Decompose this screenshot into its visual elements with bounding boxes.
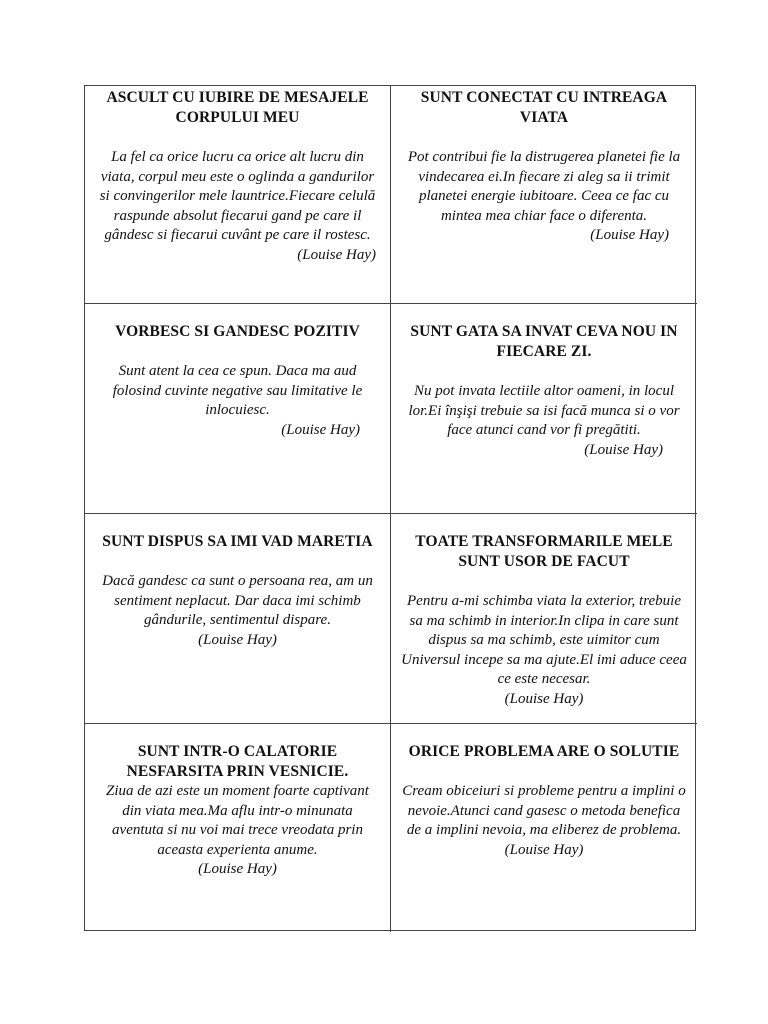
card-title: ASCULT CU IUBIRE DE MESAJELE CORPULUI MEU: [106, 89, 369, 126]
card-title: SUNT CONECTAT CU INTREAGA VIATA: [420, 89, 668, 126]
card-author: (Louise Hay): [504, 690, 584, 707]
card-author: (Louise Hay): [281, 421, 360, 438]
card-body: La fel ca orice lucru ca orice alt lucru din viata, corpul meu este o oglinda a gandurilor si convingerilor mele launtrice.Fiecare celulă raspunde absolut fiecarui gand pe care il gândesc si fiecarui cuvânt pe care il rostesc.: [99, 149, 376, 243]
card-see-greatness: [85, 514, 391, 724]
card-body: Cream obiceiuri si probleme pentru a implini o nevoie.Atunci cand gasesc o metoda benefica de a implini nevoia, ma eliberez de problema.: [402, 783, 686, 838]
card-listen-body: [85, 86, 391, 304]
card-author: (Louise Hay): [590, 227, 669, 243]
card-body: Ziua de azi este un moment foarte captivant din viata mea.Ma aflu intr-o minunata aventuta si nu voi mai trece vreodata prin aceasta experienta anume.: [106, 783, 369, 858]
card-body: Pot contribui fie la distrugerea planetei fie la vindecarea ei.In fiecare zi aleg sa ii trimit planetei energie iubitoare. Ceea ce fac cu mintea mea chiar face o diferenta.: [407, 149, 681, 224]
card-title: SUNT DISPUS SA IMI VAD MARETIA: [102, 533, 373, 550]
card-body: Pentru a-mi schimba viata la exterior, trebuie sa ma schimb in interior.In clipa in care sunt dispus sa ma schimb, este uimitor cum Universul incepe sa ma ajute.El imi aduce ceea ce este necesar.: [401, 593, 687, 687]
card-body: Sunt atent la cea ce spun. Daca ma aud folosind cuvinte negative sau limitative le inlocuiesc.: [112, 363, 363, 418]
card-title: SUNT INTR-O CALATORIE NESFARSITA PRIN VESNICIE.: [126, 743, 349, 780]
card-author: (Louise Hay): [198, 861, 277, 877]
card-author: (Louise Hay): [198, 631, 277, 648]
card-body: Dacă gandesc ca sunt o persoana rea, am un sentiment neplacut. Dar daca imi schimb gândurile, sentimentul dispare.: [102, 573, 373, 628]
card-author: (Louise Hay): [504, 841, 584, 858]
card-transformations: [391, 514, 697, 724]
card-connected-life: [391, 86, 697, 304]
card-title: ORICE PROBLEMA ARE O SOLUTIE: [408, 743, 680, 760]
card-title: TOATE TRANSFORMARILE MELE SUNT USOR DE FACUT: [415, 533, 673, 570]
card-body: Nu pot invata lectiile altor oameni, in locul lor.Ei înşişi trebuie sa isi facă munca si o vor face atunci cand vor fi pregătiti.: [408, 383, 680, 438]
card-speak-positive: [85, 304, 391, 514]
card-title: SUNT GATA SA INVAT CEVA NOU IN FIECARE ZI.: [410, 323, 678, 360]
card-author: (Louise Hay): [584, 441, 663, 458]
card-learn-new: [391, 304, 697, 514]
card-author: (Louise Hay): [297, 246, 376, 263]
card-title: VORBESC SI GANDESC POZITIV: [115, 323, 360, 340]
card-every-problem: [391, 724, 697, 932]
card-endless-journey: [85, 724, 391, 932]
affirmation-cards-grid: [84, 85, 696, 931]
